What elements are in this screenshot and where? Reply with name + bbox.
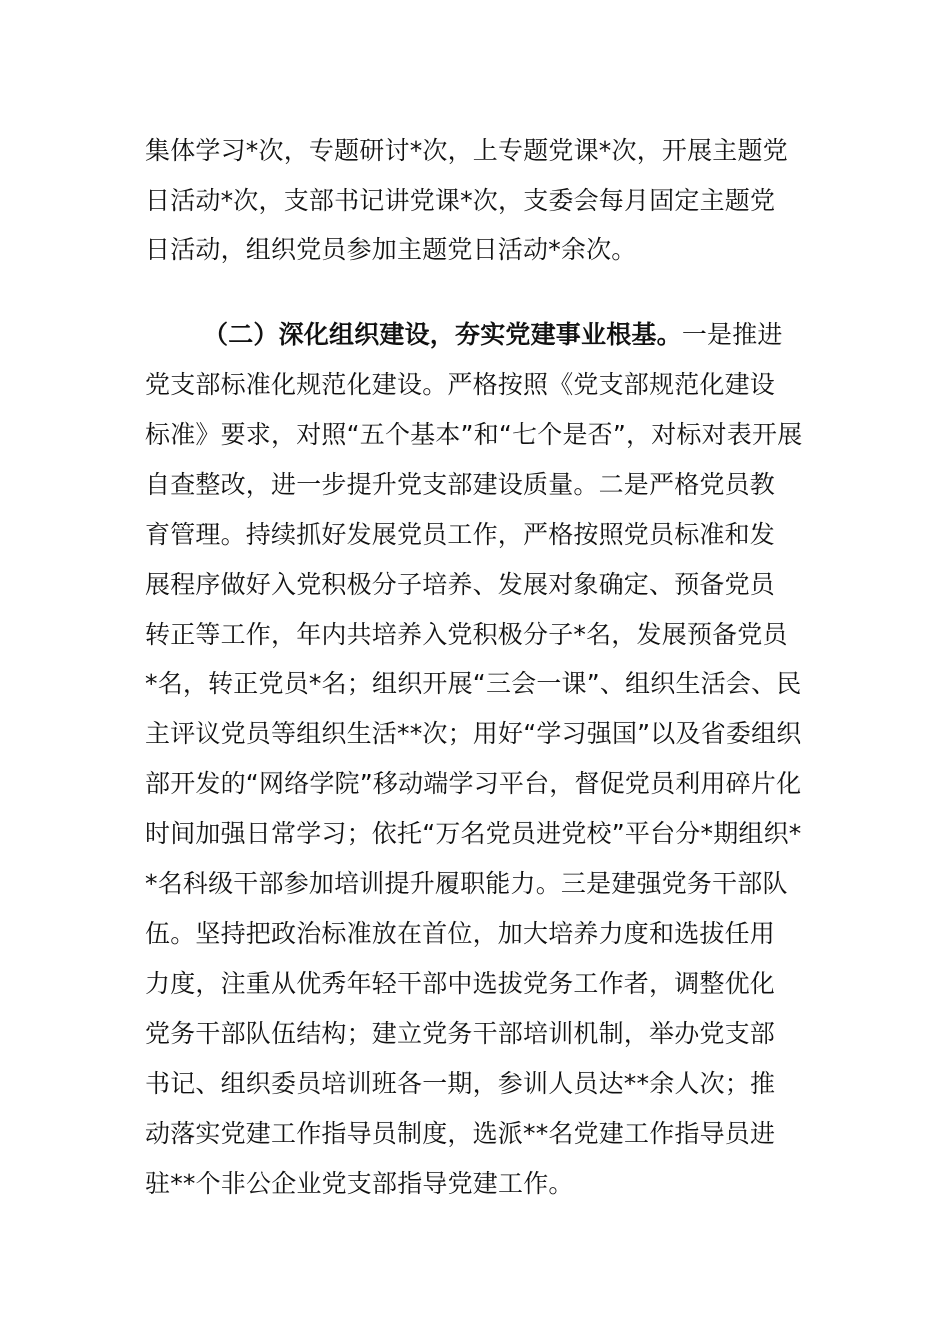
- text-line: 育管理。持续抓好发展党员工作，严格按照党员标准和发: [145, 520, 776, 549]
- text-line: 力度，注重从优秀年轻干部中选拔党务工作者，调整优化: [145, 969, 776, 998]
- text-line: 展程序做好入党积极分子培养、发展对象确定、预备党员: [145, 570, 776, 599]
- text-line: 主评议党员等组织生活**次；用好“学习强国”以及省委组织: [145, 719, 802, 748]
- text-line: 自查整改，进一步提升党支部建设质量。二是严格党员教: [145, 470, 776, 499]
- text-line: 转正等工作，年内共培养入党积极分子*名，发展预备党员: [145, 620, 788, 649]
- text-line: 动落实党建工作指导员制度，选派**名党建工作指导员进: [145, 1119, 776, 1148]
- text-line: 党支部标准化规范化建设。严格按照《党支部规范化建设: [145, 370, 776, 399]
- section-heading-tail: 一是推进: [681, 320, 783, 349]
- text-line: *名，转正党员*名；组织开展“三会一课”、组织生活会、民: [145, 669, 802, 698]
- text-line: 驻**个非公企业党支部指导党建工作。: [145, 1169, 574, 1198]
- section-heading: （二）深化组织建设，夯实党建事业根基。: [203, 320, 682, 349]
- text-line: 标准》要求，对照“五个基本”和“七个是否”，对标对表开展: [145, 420, 803, 449]
- text-line: 部开发的“网络学院”移动端学习平台，督促党员利用碎片化: [145, 769, 802, 798]
- text-line: 集体学习*次，专题研讨*次，上专题党课*次，开展主题党: [145, 136, 788, 165]
- text-line: 日活动，组织党员参加主题党日活动*余次。: [145, 235, 637, 264]
- text-line: 时间加强日常学习；依托“万名党员进党校”平台分*期组织*: [145, 819, 802, 848]
- text-line: 书记、组织委员培训班各一期，参训人员达**余人次；推: [145, 1069, 776, 1098]
- text-line: 党务干部队伍结构；建立党务干部培训机制，举办党支部: [145, 1019, 776, 1048]
- text-line: *名科级干部参加培训提升履职能力。三是建强党务干部队: [145, 869, 788, 898]
- text-line: 日活动*次，支部书记讲党课*次，支委会每月固定主题党: [145, 186, 776, 215]
- section-heading-line: [203, 313, 863, 357]
- text-line: 伍。坚持把政治标准放在首位，加大培养力度和选拔任用: [145, 919, 776, 948]
